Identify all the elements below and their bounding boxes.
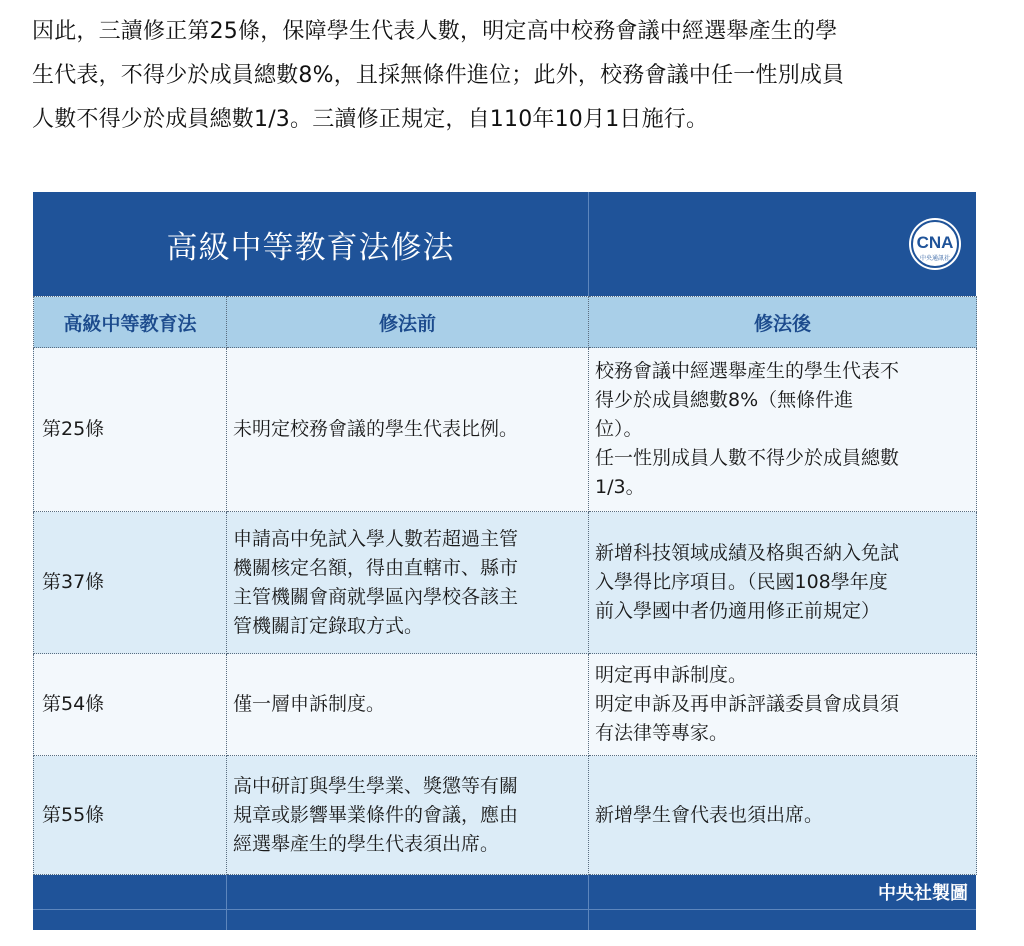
after-line: 前入學國中者仍適用修正前規定） (595, 600, 881, 622)
graphic-credit: 中央社製圖 (878, 883, 968, 904)
before-line: 僅一層申訴制度。 (233, 693, 386, 715)
after-line: 得少於成員總數8%（無條件進 (595, 389, 854, 411)
footer-rule (33, 909, 976, 910)
intro-line: 生代表，不得少於成員總數8%，且採無條件進位；此外，校務會議中任一性別成員 (32, 63, 845, 88)
after-line: 明定申訴及再申訴評議委員會成員須 (595, 693, 900, 715)
footer-divider (588, 875, 589, 930)
before-line: 高中研訂與學生學業、獎懲等有關 (233, 774, 519, 797)
before-line: 未明定校務會議的學生代表比例。 (233, 418, 519, 440)
after-line: 任一性別成員人數不得少於成員總數 (595, 447, 900, 469)
law-amendment-infographic (33, 192, 976, 930)
before-line: 主管機關會商就學區內學校各該主 (233, 585, 519, 608)
article-intro (32, 10, 1002, 142)
infographic-title-bar (33, 192, 976, 296)
infographic-title: 高級中等教育法修法 (166, 229, 455, 266)
after-cell (589, 654, 977, 756)
cna-logo-icon (902, 216, 968, 272)
title-divider (588, 192, 589, 296)
amendment-table (33, 296, 977, 875)
after-line: 明定再申訴制度。 (595, 664, 748, 686)
table-row (34, 348, 977, 512)
intro-line: 人數不得少於成員總數1/3。三讀修正規定，自110年10月1日施行。 (32, 107, 709, 132)
after-line: 有法律等專家。 (595, 722, 729, 744)
article-cell: 第54條 (34, 654, 227, 756)
column-header-law: 高級中等教育法 (34, 297, 227, 348)
table-header-row (34, 297, 977, 348)
table-row (34, 756, 977, 875)
after-line: 新增科技領域成績及格與否納入免試 (595, 542, 900, 564)
after-cell (589, 512, 977, 654)
before-cell (227, 348, 589, 512)
footer-divider (226, 875, 227, 930)
after-line: 新增學生會代表也須出席。 (595, 803, 824, 826)
logo-caption: 中央通訊社 (919, 255, 951, 262)
before-line: 經選舉產生的學生代表須出席。 (233, 832, 500, 855)
infographic-footer (33, 875, 976, 930)
before-cell (227, 654, 589, 756)
column-header-before: 修法前 (227, 297, 589, 348)
before-line: 管機關訂定錄取方式。 (233, 614, 424, 637)
before-line: 申請高中免試入學人數若超過主管 (233, 527, 519, 550)
table-row (34, 512, 977, 654)
article-cell: 第37條 (34, 512, 227, 654)
column-header-after: 修法後 (589, 297, 977, 348)
before-line: 規章或影響畢業條件的會議，應由 (233, 803, 519, 826)
after-line: 入學得比序項目。（民國108學年度 (595, 571, 888, 593)
before-cell (227, 756, 589, 875)
article-cell: 第25條 (34, 348, 227, 512)
after-cell (589, 756, 977, 875)
after-line: 校務會議中經選舉產生的學生代表不 (595, 360, 900, 382)
after-line: 1/3。 (595, 476, 645, 498)
after-cell (589, 348, 977, 512)
intro-line: 因此，三讀修正第25條，保障學生代表人數，明定高中校務會議中經選舉產生的學 (32, 19, 838, 44)
table-row (34, 654, 977, 756)
before-line: 機關核定名額，得由直轄市、縣市 (233, 556, 519, 579)
after-line: 位）。 (595, 418, 643, 440)
logo-mark: CNA (916, 233, 954, 252)
article-cell: 第55條 (34, 756, 227, 875)
before-cell (227, 512, 589, 654)
